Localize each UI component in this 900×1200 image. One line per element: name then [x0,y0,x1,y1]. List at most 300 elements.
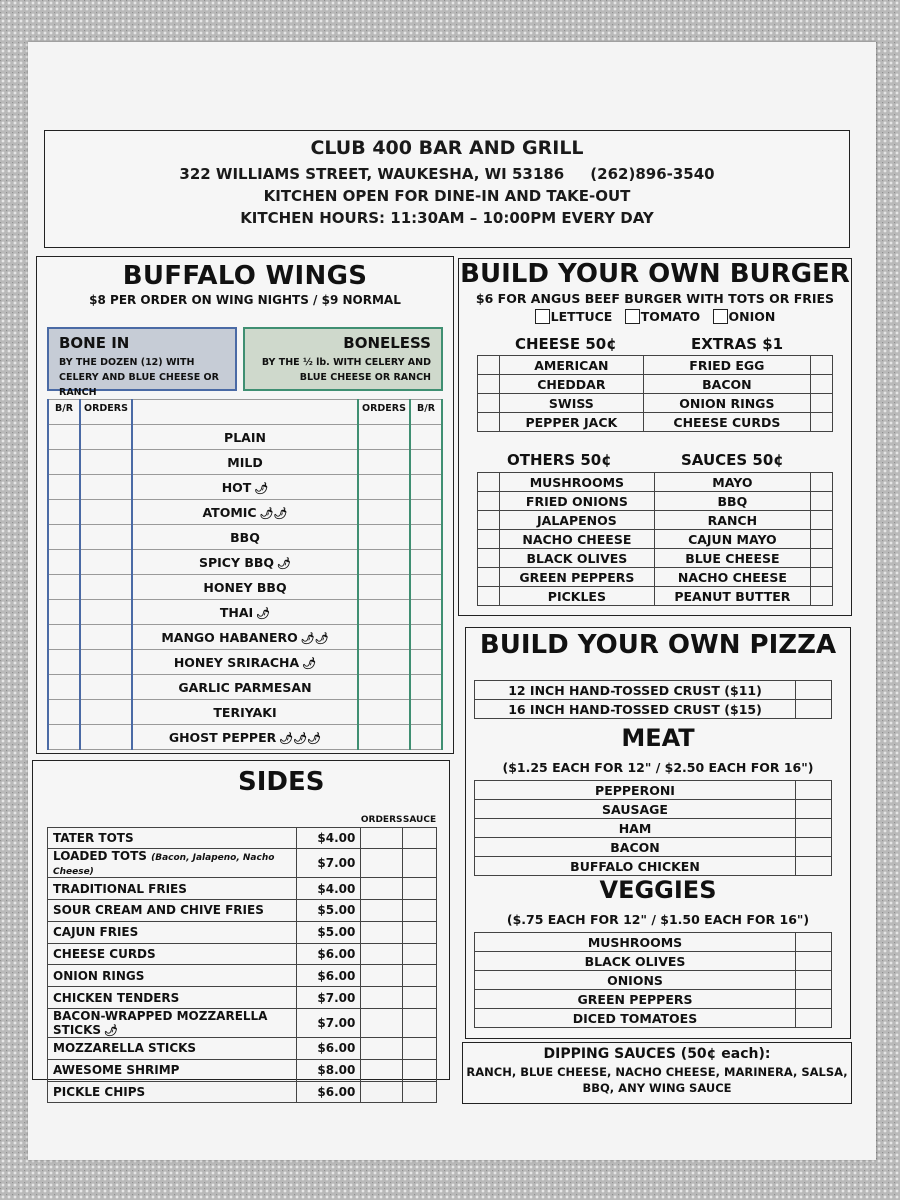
other-option: FRIED ONIONS [500,492,655,511]
bone-in-orders-cell[interactable] [80,550,132,575]
boneless-box [243,327,443,391]
sides-title: SIDES [238,767,325,797]
boneless-orders-cell[interactable] [358,725,410,750]
cheese-option: CHEDDAR [500,375,644,394]
pizza-title: BUILD YOUR OWN PIZZA [479,630,837,660]
veggie-option: GREEN PEPPERS [475,990,796,1009]
bone-in-br-cell[interactable] [48,700,80,725]
boneless-orders-header: ORDERS [358,400,410,425]
bone-in-br-cell[interactable] [48,675,80,700]
crust-option: 16 INCH HAND-TOSSED CRUST ($15) [475,700,796,719]
wing-flavor-row [48,575,442,600]
side-item-price: $7.00 [297,849,361,878]
bone-in-orders-cell[interactable] [80,525,132,550]
flavor-name: HONEY SRIRACHA [173,654,300,670]
side-sauce-cell[interactable] [403,1081,437,1103]
wing-flavor-row [48,700,442,725]
pizza-check-cell[interactable] [796,1009,832,1028]
pizza-option-row [475,800,832,819]
side-item-row [48,878,437,900]
boneless-br-cell[interactable] [410,425,442,450]
pizza-option-row [475,819,832,838]
side-item-price: $7.00 [297,1009,361,1038]
bone-in-box [47,327,237,398]
burger-check-cell[interactable] [478,413,500,432]
bone-in-br-cell[interactable] [48,650,80,675]
pepper-icon: 🌶 [302,656,317,670]
side-orders-cell[interactable] [361,849,403,878]
other-option: GREEN PEPPERS [500,568,655,587]
pizza-option-row [475,781,832,800]
side-sauce-cell[interactable] [403,943,437,965]
boneless-orders-cell[interactable] [358,575,410,600]
pizza-check-cell[interactable] [796,990,832,1009]
boneless-orders-cell[interactable] [358,675,410,700]
wing-flavor [132,725,358,750]
side-item-price: $6.00 [297,943,361,965]
sauce-option: PEANUT BUTTER [654,587,810,606]
side-item-name: AWESOME SHRIMP [48,1059,297,1081]
wing-flavor-row [48,425,442,450]
boneless-orders-cell[interactable] [358,525,410,550]
pepper-icon: 🌶🌶 [300,631,329,645]
side-orders-cell[interactable] [361,1059,403,1081]
side-orders-cell[interactable] [361,1038,403,1060]
pizza-check-cell[interactable] [796,952,832,971]
side-item-row [48,943,437,965]
wing-flavor [132,650,358,675]
dipping-title: DIPPING SAUCES (50¢ each): [543,1046,771,1062]
wing-flavor [132,450,358,475]
side-item-name: BACON-WRAPPED MOZZARELLA STICKS 🌶 [48,1009,297,1038]
boneless-orders-cell[interactable] [358,700,410,725]
sauce-option: NACHO CHEESE [654,568,810,587]
side-orders-cell[interactable] [361,921,403,943]
bone-in-orders-cell[interactable] [80,625,132,650]
bone-in-orders-header: ORDERS [80,400,132,425]
kitchen-hours: KITCHEN HOURS: 11:30AM – 10:00PM EVERY DAY [240,209,654,227]
address-line [45,165,849,183]
bone-in-br-header: B/R [48,400,80,425]
burger-option-row [478,568,833,587]
other-option: BLACK OLIVES [500,549,655,568]
side-item-price: $6.00 [297,1038,361,1060]
veggies-table [474,932,832,1028]
bone-in-orders-cell[interactable] [80,650,132,675]
burger-check-cell[interactable] [478,394,500,413]
address: 322 WILLIAMS STREET, WAUKESHA, WI 53186 [179,165,565,183]
burger-title: BUILD YOUR OWN BURGER [460,259,850,289]
meat-option: SAUSAGE [475,800,796,819]
side-item-price: $4.00 [297,878,361,900]
side-item-row [48,1009,437,1038]
meat-option: PEPPERONI [475,781,796,800]
meat-heading: MEAT [621,724,695,752]
bone-in-orders-cell[interactable] [80,700,132,725]
boneless-br-cell[interactable] [410,475,442,500]
sides-table-header [48,813,437,827]
bone-in-orders-cell[interactable] [80,725,132,750]
wing-flavor-row [48,550,442,575]
pizza-option-row [475,1009,832,1028]
restaurant-name: CLUB 400 BAR AND GRILL [310,137,584,159]
flavor-name: GARLIC PARMESAN [178,679,312,695]
burger-option-row [478,587,833,606]
burger-subtitle: $6 FOR ANGUS BEEF BURGER WITH TOTS OR FRIES [475,291,835,306]
burger-check-cell[interactable] [478,549,500,568]
pizza-option-row [475,971,832,990]
boneless-br-cell[interactable] [410,550,442,575]
extra-option: FRIED EGG [643,356,810,375]
flavor-name: GHOST PEPPER [168,729,277,745]
bone-in-orders-cell[interactable] [80,600,132,625]
side-sauce-cell[interactable] [403,849,437,878]
meat-option: HAM [475,819,796,838]
burger-option-row [478,492,833,511]
wing-flavor [132,500,358,525]
sides-table [47,813,437,1103]
side-item-name: SOUR CREAM AND CHIVE FRIES [48,900,297,922]
sides-orders-header: ORDERS [360,814,403,825]
crust-option: 12 INCH HAND-TOSSED CRUST ($11) [475,681,796,700]
side-sauce-cell[interactable] [403,1038,437,1060]
topping-lettuce[interactable]: LETTUCE [535,309,613,324]
side-item-row [48,921,437,943]
wing-flavor [132,675,358,700]
burger-check-cell[interactable] [478,473,500,492]
boneless-orders-cell[interactable] [358,550,410,575]
side-sauce-cell[interactable] [403,900,437,922]
side-item-price: $8.00 [297,1059,361,1081]
pizza-check-cell[interactable] [796,681,832,700]
flavor-name: THAI [219,604,254,620]
veggie-option: BLACK OLIVES [475,952,796,971]
boneless-br-cell[interactable] [410,450,442,475]
bone-in-br-cell[interactable] [48,625,80,650]
others-sauces-table [477,472,833,606]
other-option: PICKLES [500,587,655,606]
burger-option-row [478,375,833,394]
bone-in-br-cell[interactable] [48,450,80,475]
side-item-name: MOZZARELLA STICKS [48,1038,297,1060]
pizza-check-cell[interactable] [796,933,832,952]
topping-onion[interactable]: ONION [713,309,776,324]
side-item-name: TATER TOTS [48,827,297,849]
pepper-icon: 🌶 [277,556,292,570]
burger-check-cell[interactable] [811,511,833,530]
burger-section [458,258,852,616]
wing-flavor-row [48,525,442,550]
side-orders-cell[interactable] [361,1081,403,1103]
bone-in-label: BONE IN [59,334,130,352]
burger-check-cell[interactable] [811,356,833,375]
flavor-name: HOT [221,479,252,495]
cheese-option: AMERICAN [500,356,644,375]
burger-check-cell[interactable] [811,549,833,568]
meat-price-note: ($1.25 EACH FOR 12" / $2.50 EACH FOR 16") [502,760,814,775]
cheese-option: PEPPER JACK [500,413,644,432]
burger-option-row [478,530,833,549]
side-item-price: $5.00 [297,921,361,943]
wing-flavor [132,475,358,500]
boneless-orders-cell[interactable] [358,600,410,625]
boneless-br-header: B/R [410,400,442,425]
boneless-br-cell[interactable] [410,675,442,700]
tomato-checkbox[interactable] [625,309,640,324]
flavor-name: BBQ [230,529,260,545]
wing-flavor [132,700,358,725]
side-orders-cell[interactable] [361,900,403,922]
burger-check-cell[interactable] [811,473,833,492]
dipping-list: RANCH, BLUE CHEESE, NACHO CHEESE, MARINERA, SALSA, BBQ, ANY WING SAUCE [466,1065,848,1095]
boneless-orders-cell[interactable] [358,625,410,650]
pizza-option-row [475,838,832,857]
bone-in-orders-cell[interactable] [80,675,132,700]
wing-order-table [47,399,443,750]
burger-check-cell[interactable] [478,511,500,530]
pizza-option-row [475,990,832,1009]
pizza-option-row [475,700,832,719]
bone-in-br-cell[interactable] [48,475,80,500]
side-sauce-cell[interactable] [403,878,437,900]
buffalo-wings-section [36,256,454,754]
side-item-row [48,1059,437,1081]
side-orders-cell[interactable] [361,943,403,965]
burger-check-cell[interactable] [478,587,500,606]
extra-option: CHEESE CURDS [643,413,810,432]
cheese-option: SWISS [500,394,644,413]
flavor-header [132,400,358,425]
side-item-price: $5.00 [297,900,361,922]
boneless-br-cell[interactable] [410,600,442,625]
side-sauce-cell[interactable] [403,965,437,987]
burger-check-cell[interactable] [478,492,500,511]
phone: (262)896-3540 [590,165,715,183]
side-orders-cell[interactable] [361,827,403,849]
side-item-name: TRADITIONAL FRIES [48,878,297,900]
bone-in-orders-cell[interactable] [80,500,132,525]
bone-in-br-cell[interactable] [48,500,80,525]
pepper-icon: 🌶 [256,606,271,620]
side-item-row [48,849,437,878]
sauces-heading: SAUCES 50¢ [681,451,784,469]
flavor-name: TERIYAKI [213,704,277,720]
pizza-check-cell[interactable] [796,838,832,857]
bone-in-br-cell[interactable] [48,550,80,575]
bone-in-orders-cell[interactable] [80,475,132,500]
flavor-name: ATOMIC [202,504,257,520]
bone-in-orders-cell[interactable] [80,450,132,475]
side-sauce-cell[interactable] [403,1009,437,1038]
topping-tomato[interactable]: TOMATO [625,309,700,324]
burger-option-row [478,511,833,530]
bone-in-br-cell[interactable] [48,725,80,750]
wing-flavor [132,600,358,625]
bone-in-br-cell[interactable] [48,575,80,600]
pizza-check-cell[interactable] [796,857,832,876]
pizza-option-row [475,857,832,876]
lettuce-checkbox[interactable] [535,309,550,324]
sauce-option: RANCH [654,511,810,530]
sides-sauce-header: SAUCE [402,814,437,825]
cheese-extras-table [477,355,833,432]
side-orders-cell[interactable] [361,878,403,900]
other-option: MUSHROOMS [500,473,655,492]
pizza-check-cell[interactable] [796,781,832,800]
burger-check-cell[interactable] [478,375,500,394]
side-sauce-cell[interactable] [403,1059,437,1081]
restaurant-header [44,130,850,248]
burger-check-cell[interactable] [478,530,500,549]
side-item-row [48,1038,437,1060]
wing-flavor-row [48,500,442,525]
extras-heading: EXTRAS $1 [691,335,784,353]
burger-option-row [478,413,833,432]
boneless-br-cell[interactable] [410,650,442,675]
boneless-label: BONELESS [343,334,431,352]
pizza-option-row [475,952,832,971]
boneless-orders-cell[interactable] [358,650,410,675]
burger-check-cell[interactable] [811,492,833,511]
pepper-icon: 🌶 [104,1024,119,1038]
bone-in-br-cell[interactable] [48,425,80,450]
side-item-note: (Bacon, Jalapeno, Nacho Cheese) [53,853,275,878]
veggie-option: ONIONS [475,971,796,990]
side-item-price: $6.00 [297,965,361,987]
side-item-name: ONION RINGS [48,965,297,987]
sides-section [32,760,450,1100]
sauce-option: MAYO [654,473,810,492]
flavor-name: SPICY BBQ [198,554,275,570]
wings-title: BUFFALO WINGS [122,261,368,291]
pizza-check-cell[interactable] [796,700,832,719]
pepper-icon: 🌶 [254,481,269,495]
side-item-name: PICKLE CHIPS [48,1081,297,1103]
burger-check-cell[interactable] [811,394,833,413]
pizza-check-cell[interactable] [796,971,832,990]
side-orders-cell[interactable] [361,965,403,987]
side-item-name: CAJUN FRIES [48,921,297,943]
boneless-br-cell[interactable] [410,625,442,650]
boneless-desc: BY THE ½ lb. WITH CELERY AND BLUE CHEESE OR RANCH [261,357,431,383]
wing-flavor [132,575,358,600]
burger-check-cell[interactable] [811,530,833,549]
boneless-br-cell[interactable] [410,525,442,550]
side-sauce-cell[interactable] [403,987,437,1009]
boneless-br-cell[interactable] [410,700,442,725]
bone-in-orders-cell[interactable] [80,575,132,600]
flavor-name: HONEY BBQ [203,579,287,595]
side-item-name: LOADED TOTS (Bacon, Jalapeno, Nacho Cheese) [48,849,297,878]
side-item-row [48,827,437,849]
burger-option-row [478,356,833,375]
side-item-row [48,1081,437,1103]
bone-in-orders-cell[interactable] [80,425,132,450]
boneless-br-cell[interactable] [410,575,442,600]
boneless-br-cell[interactable] [410,725,442,750]
veggies-heading: VEGGIES [599,876,717,904]
burger-check-cell[interactable] [478,356,500,375]
crust-table [474,680,832,719]
topping-options [459,309,851,324]
meat-table [474,780,832,876]
wing-flavor-row [48,625,442,650]
wing-flavor-row [48,600,442,625]
boneless-orders-cell[interactable] [358,450,410,475]
side-sauce-cell[interactable] [403,921,437,943]
extra-option: ONION RINGS [643,394,810,413]
veggie-option: MUSHROOMS [475,933,796,952]
bone-in-br-cell[interactable] [48,525,80,550]
side-item-row [48,965,437,987]
burger-option-row [478,549,833,568]
bone-in-br-cell[interactable] [48,600,80,625]
other-option: NACHO CHEESE [500,530,655,549]
side-item-row [48,900,437,922]
sauce-option: BBQ [654,492,810,511]
burger-check-cell[interactable] [811,587,833,606]
side-sauce-cell[interactable] [403,827,437,849]
burger-option-row [478,473,833,492]
boneless-orders-cell[interactable] [358,425,410,450]
others-heading: OTHERS 50¢ [507,451,612,469]
extra-option: BACON [643,375,810,394]
side-orders-cell[interactable] [361,987,403,1009]
other-option: JALAPENOS [500,511,655,530]
veggies-price-note: ($.75 EACH FOR 12" / $1.50 EACH FOR 16") [506,912,810,927]
wing-flavor-row [48,725,442,750]
onion-checkbox[interactable] [713,309,728,324]
side-item-price: $7.00 [297,987,361,1009]
wing-flavor-row [48,475,442,500]
side-item-price: $4.00 [297,827,361,849]
kitchen-open: KITCHEN OPEN FOR DINE-IN AND TAKE-OUT [263,187,631,205]
pizza-option-row [475,933,832,952]
side-item-row [48,987,437,1009]
pepper-icon: 🌶🌶🌶 [279,731,322,745]
burger-check-cell[interactable] [811,375,833,394]
side-item-name: CHEESE CURDS [48,943,297,965]
menu-sheet [28,42,876,1160]
wing-flavor-row [48,675,442,700]
wing-flavor-row [48,450,442,475]
burger-check-cell[interactable] [811,413,833,432]
flavor-name: PLAIN [224,429,266,445]
burger-check-cell[interactable] [478,568,500,587]
side-item-name: CHICKEN TENDERS [48,987,297,1009]
burger-option-row [478,394,833,413]
bone-in-desc: BY THE DOZEN (12) WITH CELERY AND BLUE CHEESE OR RANCH [59,357,219,398]
pizza-option-row [475,681,832,700]
burger-check-cell[interactable] [811,568,833,587]
sauce-option: BLUE CHEESE [654,549,810,568]
wing-flavor [132,550,358,575]
wing-flavor-row [48,650,442,675]
boneless-orders-cell[interactable] [358,475,410,500]
dipping-sauces-box [462,1042,852,1104]
boneless-orders-cell[interactable] [358,500,410,525]
boneless-br-cell[interactable] [410,500,442,525]
meat-option: BACON [475,838,796,857]
side-item-price: $6.00 [297,1081,361,1103]
pizza-check-cell[interactable] [796,800,832,819]
pizza-check-cell[interactable] [796,819,832,838]
wing-flavor [132,625,358,650]
wing-table-header [48,400,442,425]
veggie-option: DICED TOMATOES [475,1009,796,1028]
side-orders-cell[interactable] [361,1009,403,1038]
pepper-icon: 🌶🌶 [259,506,288,520]
